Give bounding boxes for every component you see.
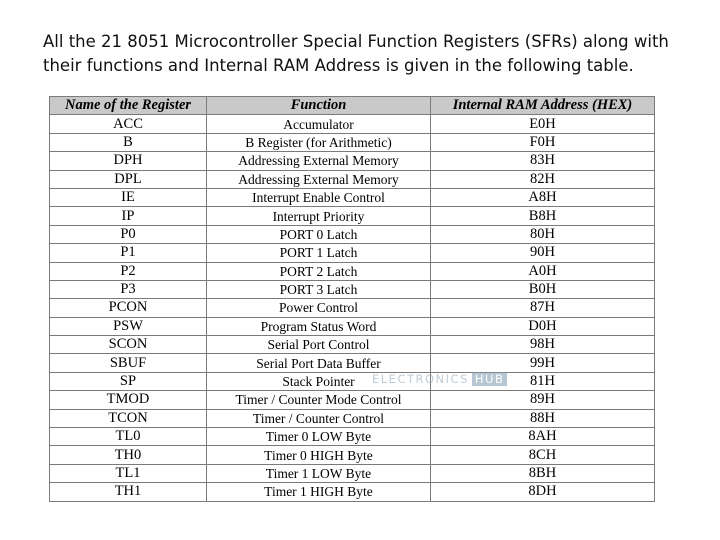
sfr-table: [49, 96, 655, 502]
cell-register-name: SBUF: [50, 354, 207, 372]
cell-function: Timer 0 LOW Byte: [207, 428, 431, 446]
intro-line-2: their functions and Internal RAM Address is given in the following table.: [43, 56, 634, 75]
cell-register-name: B: [50, 133, 207, 151]
cell-register-name: P2: [50, 262, 207, 280]
cell-register-name: SP: [50, 372, 207, 390]
table-row: [50, 372, 655, 390]
cell-register-name: P1: [50, 244, 207, 262]
cell-ram-address: 89H: [431, 391, 655, 409]
table-row: [50, 446, 655, 464]
cell-ram-address: B0H: [431, 280, 655, 298]
cell-register-name: TL0: [50, 428, 207, 446]
cell-register-name: IE: [50, 188, 207, 206]
cell-ram-address: A8H: [431, 188, 655, 206]
header-ram-address: Internal RAM Address (HEX): [431, 97, 655, 115]
cell-ram-address: 8DH: [431, 483, 655, 501]
cell-ram-address: 80H: [431, 225, 655, 243]
cell-ram-address: F0H: [431, 133, 655, 151]
table-row: [50, 428, 655, 446]
table-row: [50, 354, 655, 372]
cell-function: Addressing External Memory: [207, 170, 431, 188]
cell-function: PORT 0 Latch: [207, 225, 431, 243]
cell-function: Stack Pointer: [207, 372, 431, 390]
watermark-text: ELECTRONICS: [372, 371, 469, 386]
cell-ram-address: 81H: [431, 372, 655, 390]
cell-register-name: DPH: [50, 152, 207, 170]
cell-register-name: P0: [50, 225, 207, 243]
cell-function: Timer 1 HIGH Byte: [207, 483, 431, 501]
table-row: [50, 244, 655, 262]
intro-line-1: All the 21 8051 Microcontroller Special Function Registers (SFRs) along with: [43, 32, 669, 51]
cell-function: Interrupt Enable Control: [207, 188, 431, 206]
table-row: [50, 225, 655, 243]
header-register-name: Name of the Register: [50, 97, 207, 115]
cell-register-name: PSW: [50, 317, 207, 335]
cell-function: Interrupt Priority: [207, 207, 431, 225]
cell-ram-address: 82H: [431, 170, 655, 188]
table-row: [50, 262, 655, 280]
cell-register-name: TH0: [50, 446, 207, 464]
table-row: [50, 133, 655, 151]
cell-ram-address: E0H: [431, 115, 655, 133]
cell-ram-address: 87H: [431, 299, 655, 317]
cell-register-name: SCON: [50, 336, 207, 354]
cell-register-name: TMOD: [50, 391, 207, 409]
cell-function: B Register (for Arithmetic): [207, 133, 431, 151]
cell-function: Timer 0 HIGH Byte: [207, 446, 431, 464]
table-row: [50, 115, 655, 133]
cell-ram-address: 83H: [431, 152, 655, 170]
table-body: [50, 115, 655, 501]
cell-register-name: TL1: [50, 464, 207, 482]
cell-register-name: P3: [50, 280, 207, 298]
cell-register-name: DPL: [50, 170, 207, 188]
table-row: [50, 464, 655, 482]
cell-function: Timer / Counter Control: [207, 409, 431, 427]
cell-function: Addressing External Memory: [207, 152, 431, 170]
cell-function: Program Status Word: [207, 317, 431, 335]
cell-function: PORT 1 Latch: [207, 244, 431, 262]
cell-ram-address: 98H: [431, 336, 655, 354]
table-row: [50, 317, 655, 335]
cell-register-name: TCON: [50, 409, 207, 427]
cell-ram-address: B8H: [431, 207, 655, 225]
cell-function: Serial Port Control: [207, 336, 431, 354]
cell-function: Power Control: [207, 299, 431, 317]
table-row: [50, 207, 655, 225]
table-row: [50, 188, 655, 206]
table-row: [50, 409, 655, 427]
cell-ram-address: 8BH: [431, 464, 655, 482]
cell-ram-address: 8CH: [431, 446, 655, 464]
cell-register-name: IP: [50, 207, 207, 225]
table-row: [50, 170, 655, 188]
table-row: [50, 336, 655, 354]
watermark-badge: HUB: [472, 372, 507, 386]
cell-ram-address: 90H: [431, 244, 655, 262]
cell-function: PORT 2 Latch: [207, 262, 431, 280]
cell-function: Serial Port Data Buffer: [207, 354, 431, 372]
intro-paragraph: [43, 30, 683, 78]
table-row: [50, 391, 655, 409]
table-row: [50, 152, 655, 170]
cell-function: PORT 3 Latch: [207, 280, 431, 298]
cell-register-name: TH1: [50, 483, 207, 501]
cell-register-name: PCON: [50, 299, 207, 317]
table-row: [50, 299, 655, 317]
cell-register-name: ACC: [50, 115, 207, 133]
table-row: [50, 483, 655, 501]
cell-ram-address: 99H: [431, 354, 655, 372]
cell-ram-address: 88H: [431, 409, 655, 427]
cell-function: Timer / Counter Mode Control: [207, 391, 431, 409]
cell-ram-address: D0H: [431, 317, 655, 335]
cell-function: Timer 1 LOW Byte: [207, 464, 431, 482]
header-function: Function: [207, 97, 431, 115]
cell-ram-address: A0H: [431, 262, 655, 280]
cell-ram-address: 8AH: [431, 428, 655, 446]
table-header-row: [50, 97, 655, 115]
table-row: [50, 280, 655, 298]
cell-function: Accumulator: [207, 115, 431, 133]
